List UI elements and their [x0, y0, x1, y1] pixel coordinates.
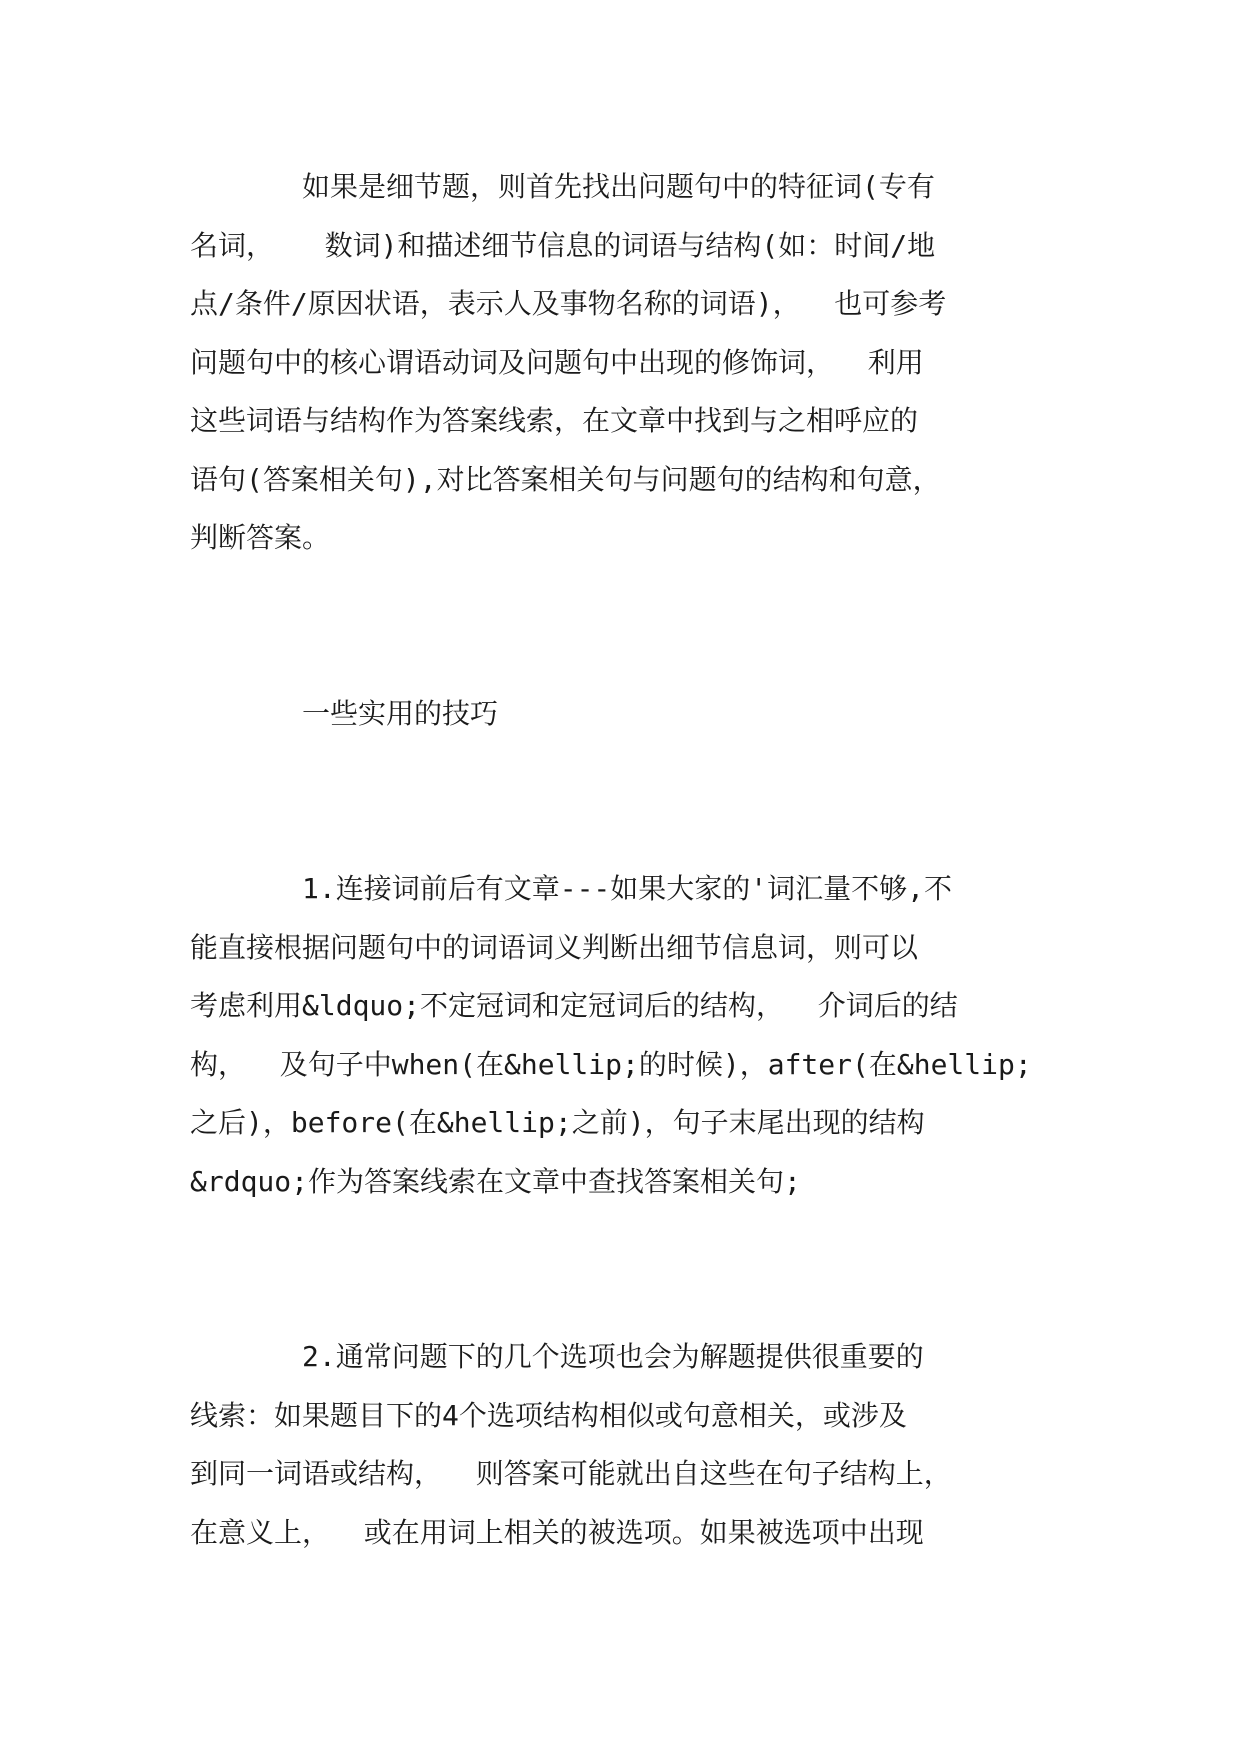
- document-body: [190, 158, 1052, 1562]
- paragraph-detail-question: [190, 158, 1052, 568]
- paragraph-tip-2: [190, 1328, 1052, 1562]
- paragraph-line: 点/条件/原因状语，表示人及事物名称的词语)， 也可参考: [190, 287, 947, 320]
- paragraph-line: 名词， 数词)和描述细节信息的词语与结构(如：时间/地: [190, 228, 936, 262]
- paragraph-line: 能直接根据问题句中的词语词义判断出细节信息词，则可以: [190, 930, 919, 964]
- paragraph-line: 构， 及句子中when(在&hellip;的时候)，after(在&hellip;: [190, 1047, 1032, 1081]
- paragraph-line: 如果是细节题，则首先找出问题句中的特征词(专有: [302, 170, 935, 203]
- paragraph-spacer: [190, 1211, 1052, 1328]
- paragraph-spacer: [190, 568, 1052, 685]
- section-heading: 一些实用的技巧: [302, 696, 499, 730]
- paragraph-line: 到同一词语或结构， 则答案可能就出自这些在句子结构上，: [190, 1457, 952, 1490]
- paragraph-line: 在意义上， 或在用词上相关的被选项。如果被选项中出现: [190, 1515, 924, 1549]
- paragraph-spacer: [190, 743, 1052, 860]
- paragraph-line: 问题句中的核心谓语动词及问题句中出现的修饰词， 利用: [190, 345, 924, 379]
- paragraph-line: 2.通常问题下的几个选项也会为解题提供很重要的: [302, 1340, 924, 1373]
- paragraph-tip-1: [190, 860, 1052, 1211]
- paragraph-line: 线索：如果题目下的4个选项结构相似或句意相关，或涉及: [190, 1398, 907, 1432]
- paragraph-line: 1.连接词前后有文章---如果大家的'词汇量不够,不: [302, 872, 953, 905]
- paragraph-line: 判断答案。: [190, 521, 331, 554]
- paragraph-line: 考虑利用&ldquo;不定冠词和定冠词后的结构， 介词后的结: [190, 989, 958, 1022]
- paragraph-line: 之后)，before(在&hellip;之前)，句子末尾出现的结构: [190, 1106, 925, 1139]
- paragraph-line: 这些词语与结构作为答案线索，在文章中找到与之相呼应的: [190, 404, 919, 437]
- paragraph-line: 语句(答案相关句),对比答案相关句与问题句的结构和句意，: [190, 462, 941, 496]
- paragraph-line: &rdquo;作为答案线索在文章中查找答案相关句;: [190, 1164, 801, 1198]
